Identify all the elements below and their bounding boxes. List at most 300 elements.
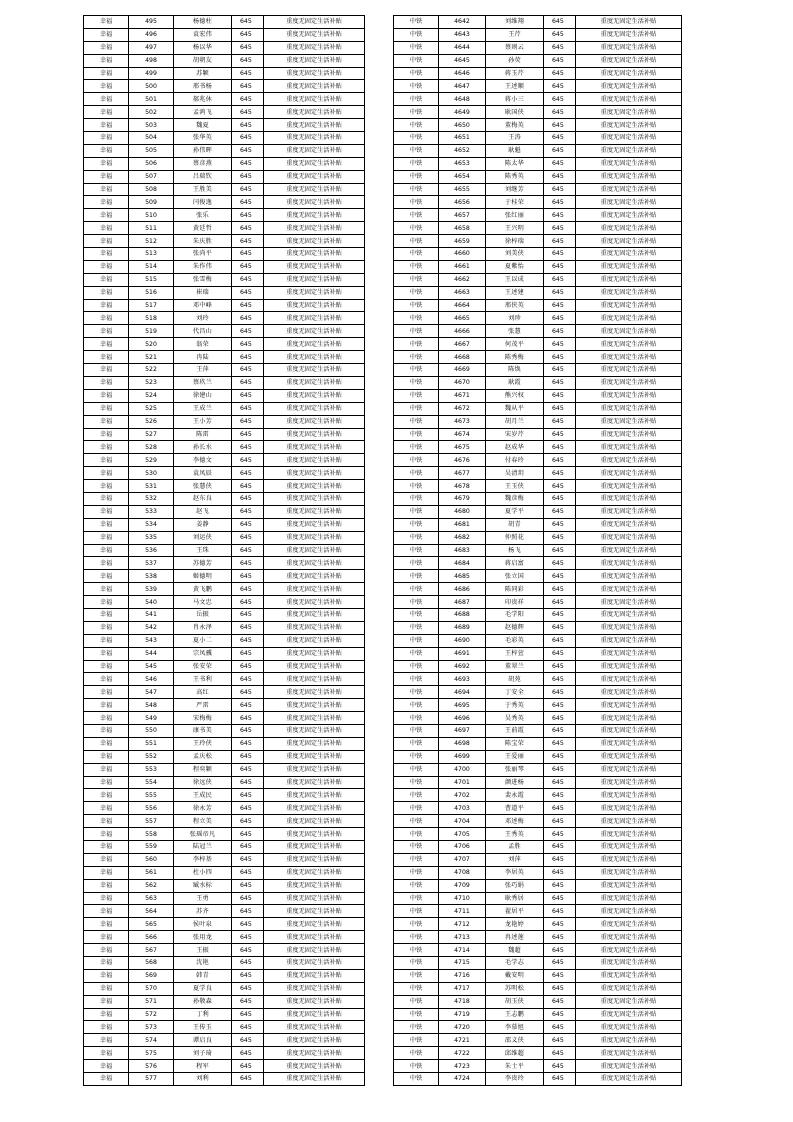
serial-number-cell: 4685 (439, 570, 486, 583)
town-cell: 中铁 (394, 312, 439, 325)
name-cell: 王述建 (486, 286, 544, 299)
town-cell: 幸福 (84, 170, 129, 183)
table-row (394, 16, 682, 29)
name-cell: 岳振 (174, 608, 232, 621)
table-row (394, 828, 682, 841)
amount-cell: 645 (232, 815, 264, 828)
town-cell: 中铁 (394, 621, 439, 634)
table-row (394, 144, 682, 157)
subsidy-type-cell: 重度无固定生活补贴 (576, 518, 682, 531)
amount-cell: 645 (544, 209, 576, 222)
amount-cell: 645 (544, 866, 576, 879)
amount-cell: 645 (544, 815, 576, 828)
serial-number-cell: 4642 (439, 16, 486, 29)
name-cell: 蔡彦燕 (174, 157, 232, 170)
subsidy-type-cell: 重度无固定生活补贴 (576, 879, 682, 892)
amount-cell: 645 (544, 119, 576, 132)
town-cell: 中铁 (394, 557, 439, 570)
table-body-left (84, 16, 365, 1086)
town-cell: 幸福 (84, 879, 129, 892)
serial-number-cell: 554 (129, 776, 174, 789)
subsidy-type-cell: 重度无固定生活补贴 (264, 376, 365, 389)
table-row (394, 969, 682, 982)
subsidy-type-cell: 重度无固定生活补贴 (264, 596, 365, 609)
name-cell: 韩青 (174, 969, 232, 982)
serial-number-cell: 4704 (439, 815, 486, 828)
serial-number-cell: 4644 (439, 41, 486, 54)
table-row (84, 982, 365, 995)
town-cell: 幸福 (84, 454, 129, 467)
serial-number-cell: 4707 (439, 853, 486, 866)
subsidy-type-cell: 重度无固定生活补贴 (576, 376, 682, 389)
subsidy-type-cell: 重度无固定生活补贴 (576, 93, 682, 106)
amount-cell: 645 (544, 1047, 576, 1060)
table-row (84, 634, 365, 647)
amount-cell: 645 (544, 944, 576, 957)
serial-number-cell: 4705 (439, 828, 486, 841)
town-cell: 中铁 (394, 944, 439, 957)
name-cell: 王萍 (174, 364, 232, 377)
town-cell: 中铁 (394, 144, 439, 157)
subsidy-type-cell: 重度无固定生活补贴 (576, 273, 682, 286)
town-cell: 幸福 (84, 931, 129, 944)
amount-cell: 645 (544, 248, 576, 261)
serial-number-cell: 4678 (439, 480, 486, 493)
amount-cell: 645 (544, 41, 576, 54)
town-cell: 中铁 (394, 222, 439, 235)
town-cell: 中铁 (394, 686, 439, 699)
subsidy-type-cell: 重度无固定生活补贴 (576, 106, 682, 119)
serial-number-cell: 556 (129, 802, 174, 815)
town-cell: 中铁 (394, 286, 439, 299)
table-row (394, 1047, 682, 1060)
subsidy-type-cell: 重度无固定生活补贴 (264, 183, 365, 196)
name-cell: 王珠 (174, 544, 232, 557)
subsidy-type-cell: 重度无固定生活补贴 (576, 16, 682, 29)
serial-number-cell: 568 (129, 957, 174, 970)
amount-cell: 645 (232, 673, 264, 686)
amount-cell: 645 (232, 364, 264, 377)
table-row (394, 157, 682, 170)
amount-cell: 645 (232, 531, 264, 544)
amount-cell: 645 (544, 299, 576, 312)
serial-number-cell: 4703 (439, 802, 486, 815)
amount-cell: 645 (232, 660, 264, 673)
subsidy-type-cell: 重度无固定生活补贴 (264, 454, 365, 467)
town-cell: 中铁 (394, 467, 439, 480)
subsidy-type-cell: 重度无固定生活补贴 (576, 621, 682, 634)
town-cell: 幸福 (84, 634, 129, 647)
name-cell: 张瑶帝凡 (174, 828, 232, 841)
serial-number-cell: 517 (129, 299, 174, 312)
subsidy-type-cell: 重度无固定生活补贴 (576, 995, 682, 1008)
table-row (84, 389, 365, 402)
serial-number-cell: 4724 (439, 1073, 486, 1086)
table-row (84, 531, 365, 544)
table-row (84, 260, 365, 273)
subsidy-type-cell: 重度无固定生活补贴 (264, 132, 365, 145)
town-cell: 中铁 (394, 402, 439, 415)
serial-number-cell: 4700 (439, 763, 486, 776)
subsidy-type-cell: 重度无固定生活补贴 (576, 853, 682, 866)
serial-number-cell: 4696 (439, 712, 486, 725)
town-cell: 幸福 (84, 41, 129, 54)
serial-number-cell: 4715 (439, 957, 486, 970)
town-cell: 中铁 (394, 480, 439, 493)
serial-number-cell: 4647 (439, 80, 486, 93)
town-cell: 幸福 (84, 93, 129, 106)
town-cell: 中铁 (394, 518, 439, 531)
name-cell: 程奕颖 (174, 763, 232, 776)
serial-number-cell: 4651 (439, 132, 486, 145)
name-cell: 张雪梅 (174, 273, 232, 286)
town-cell: 中铁 (394, 583, 439, 596)
subsidy-type-cell: 重度无固定生活补贴 (576, 119, 682, 132)
amount-cell: 645 (544, 724, 576, 737)
town-cell: 幸福 (84, 157, 129, 170)
table-row (84, 673, 365, 686)
name-cell: 胡青 (486, 518, 544, 531)
serial-number-cell: 511 (129, 222, 174, 235)
amount-cell: 645 (544, 467, 576, 480)
table-row (394, 544, 682, 557)
town-cell: 幸福 (84, 415, 129, 428)
town-cell: 中铁 (394, 325, 439, 338)
name-cell: 王小芳 (174, 415, 232, 428)
amount-cell: 645 (232, 325, 264, 338)
subsidy-type-cell: 重度无固定生活补贴 (264, 428, 365, 441)
serial-number-cell: 4686 (439, 583, 486, 596)
serial-number-cell: 539 (129, 583, 174, 596)
town-cell: 幸福 (84, 235, 129, 248)
amount-cell: 645 (544, 1008, 576, 1021)
name-cell: 王传玉 (174, 1021, 232, 1034)
serial-number-cell: 545 (129, 660, 174, 673)
table-row (394, 402, 682, 415)
amount-cell: 645 (544, 28, 576, 41)
serial-number-cell: 4662 (439, 273, 486, 286)
serial-number-cell: 4694 (439, 686, 486, 699)
subsidy-type-cell: 重度无固定生活补贴 (576, 28, 682, 41)
table-row (394, 647, 682, 660)
subsidy-type-cell: 重度无固定生活补贴 (576, 505, 682, 518)
town-cell: 幸福 (84, 209, 129, 222)
name-cell: 高红 (174, 686, 232, 699)
subsidy-type-cell: 重度无固定生活补贴 (264, 944, 365, 957)
name-cell: 王涛 (486, 132, 544, 145)
table-row (394, 248, 682, 261)
town-cell: 幸福 (84, 441, 129, 454)
name-cell: 杜小四 (174, 866, 232, 879)
amount-cell: 645 (232, 54, 264, 67)
name-cell: 戴安明 (486, 969, 544, 982)
subsidy-type-cell: 重度无固定生活补贴 (264, 260, 365, 273)
table-row (84, 273, 365, 286)
town-cell: 幸福 (84, 789, 129, 802)
amount-cell: 645 (232, 467, 264, 480)
town-cell: 中铁 (394, 196, 439, 209)
town-cell: 中铁 (394, 389, 439, 402)
amount-cell: 645 (232, 28, 264, 41)
town-cell: 中铁 (394, 802, 439, 815)
table-row (394, 454, 682, 467)
amount-cell: 645 (232, 492, 264, 505)
table-row (394, 260, 682, 273)
amount-cell: 645 (232, 260, 264, 273)
subsidy-type-cell: 重度无固定生活补贴 (576, 54, 682, 67)
serial-number-cell: 560 (129, 853, 174, 866)
table-row (84, 1034, 365, 1047)
subsidy-type-cell: 重度无固定生活补贴 (264, 119, 365, 132)
name-cell: 何茂平 (486, 338, 544, 351)
name-cell: 蒋小三 (486, 93, 544, 106)
name-cell: 陈秀英 (486, 170, 544, 183)
name-cell: 于秀英 (486, 699, 544, 712)
amount-cell: 645 (544, 1060, 576, 1073)
amount-cell: 645 (232, 596, 264, 609)
name-cell: 孙伟晖 (174, 144, 232, 157)
serial-number-cell: 544 (129, 647, 174, 660)
table-row (84, 248, 365, 261)
subsidy-type-cell: 重度无固定生活补贴 (264, 583, 365, 596)
name-cell: 臧水标 (174, 879, 232, 892)
table-row (394, 892, 682, 905)
subsidy-type-cell: 重度无固定生活补贴 (264, 892, 365, 905)
serial-number-cell: 4679 (439, 492, 486, 505)
name-cell: 刘萍 (486, 853, 544, 866)
serial-number-cell: 4689 (439, 621, 486, 634)
name-cell: 张尚平 (174, 248, 232, 261)
town-cell: 中铁 (394, 1034, 439, 1047)
town-cell: 幸福 (84, 364, 129, 377)
town-cell: 中铁 (394, 376, 439, 389)
town-cell: 中铁 (394, 248, 439, 261)
serial-number-cell: 4645 (439, 54, 486, 67)
table-row (84, 763, 365, 776)
town-cell: 幸福 (84, 724, 129, 737)
name-cell: 徐梓瑞 (486, 235, 544, 248)
table-row (84, 351, 365, 364)
serial-number-cell: 564 (129, 905, 174, 918)
subsidy-type-cell: 重度无固定生活补贴 (576, 1008, 682, 1021)
table-row (394, 338, 682, 351)
subsidy-type-cell: 重度无固定生活补贴 (264, 544, 365, 557)
amount-cell: 645 (232, 67, 264, 80)
serial-number-cell: 528 (129, 441, 174, 454)
table-row (394, 673, 682, 686)
table-row (394, 119, 682, 132)
town-cell: 幸福 (84, 712, 129, 725)
town-cell: 幸福 (84, 492, 129, 505)
table-row (84, 467, 365, 480)
subsidy-type-cell: 重度无固定生活补贴 (576, 157, 682, 170)
town-cell: 中铁 (394, 866, 439, 879)
town-cell: 中铁 (394, 428, 439, 441)
name-cell: 张乐 (174, 209, 232, 222)
town-cell: 中铁 (394, 789, 439, 802)
table-row (394, 776, 682, 789)
subsidy-type-cell: 重度无固定生活补贴 (264, 480, 365, 493)
serial-number-cell: 505 (129, 144, 174, 157)
table-row (84, 944, 365, 957)
table-row (84, 621, 365, 634)
town-cell: 中铁 (394, 132, 439, 145)
amount-cell: 645 (544, 1034, 576, 1047)
table-row (84, 235, 365, 248)
town-cell: 幸福 (84, 338, 129, 351)
table-row (84, 879, 365, 892)
serial-number-cell: 4697 (439, 724, 486, 737)
subsidy-type-cell: 重度无固定生活补贴 (264, 789, 365, 802)
town-cell: 中铁 (394, 570, 439, 583)
table-row (394, 931, 682, 944)
amount-cell: 645 (232, 415, 264, 428)
subsidy-type-cell: 重度无固定生活补贴 (264, 389, 365, 402)
amount-cell: 645 (544, 918, 576, 931)
amount-cell: 645 (232, 222, 264, 235)
town-cell: 中铁 (394, 905, 439, 918)
subsidy-type-cell: 重度无固定生活补贴 (264, 299, 365, 312)
town-cell: 中铁 (394, 918, 439, 931)
table-row (84, 686, 365, 699)
subsidy-type-cell: 重度无固定生活补贴 (264, 712, 365, 725)
name-cell: 孟胜 (486, 841, 544, 854)
serial-number-cell: 527 (129, 428, 174, 441)
subsidy-type-cell: 重度无固定生活补贴 (576, 699, 682, 712)
serial-number-cell: 495 (129, 16, 174, 29)
town-cell: 幸福 (84, 467, 129, 480)
serial-number-cell: 562 (129, 879, 174, 892)
town-cell: 幸福 (84, 480, 129, 493)
serial-number-cell: 512 (129, 235, 174, 248)
town-cell: 中铁 (394, 1021, 439, 1034)
serial-number-cell: 4680 (439, 505, 486, 518)
table-row (84, 1047, 365, 1060)
table-row (394, 209, 682, 222)
serial-number-cell: 566 (129, 931, 174, 944)
serial-number-cell: 4671 (439, 389, 486, 402)
name-cell: 程军 (174, 1060, 232, 1073)
serial-number-cell: 501 (129, 93, 174, 106)
table-row (84, 1021, 365, 1034)
town-cell: 幸福 (84, 248, 129, 261)
name-cell: 张慧侠 (174, 480, 232, 493)
amount-cell: 645 (544, 402, 576, 415)
serial-number-cell: 4717 (439, 982, 486, 995)
name-cell: 刘美侠 (486, 248, 544, 261)
town-cell: 幸福 (84, 621, 129, 634)
name-cell: 康书美 (174, 724, 232, 737)
amount-cell: 645 (232, 299, 264, 312)
amount-cell: 645 (232, 93, 264, 106)
amount-cell: 645 (232, 544, 264, 557)
serial-number-cell: 523 (129, 376, 174, 389)
table-row (394, 686, 682, 699)
name-cell: 陈太华 (486, 157, 544, 170)
amount-cell: 645 (544, 67, 576, 80)
amount-cell: 645 (232, 196, 264, 209)
table-row (394, 570, 682, 583)
town-cell: 幸福 (84, 557, 129, 570)
town-cell: 幸福 (84, 944, 129, 957)
serial-number-cell: 4699 (439, 750, 486, 763)
town-cell: 幸福 (84, 957, 129, 970)
town-cell: 中铁 (394, 931, 439, 944)
serial-number-cell: 4682 (439, 531, 486, 544)
amount-cell: 645 (232, 583, 264, 596)
amount-cell: 645 (232, 273, 264, 286)
subsidy-type-cell: 重度无固定生活补贴 (576, 415, 682, 428)
subsidy-type-cell: 重度无固定生活补贴 (576, 712, 682, 725)
serial-number-cell: 498 (129, 54, 174, 67)
serial-number-cell: 4643 (439, 28, 486, 41)
town-cell: 中铁 (394, 853, 439, 866)
amount-cell: 645 (232, 724, 264, 737)
subsidy-type-cell: 重度无固定生活补贴 (576, 312, 682, 325)
town-cell: 中铁 (394, 596, 439, 609)
town-cell: 幸福 (84, 16, 129, 29)
subsidy-type-cell: 重度无固定生活补贴 (576, 492, 682, 505)
serial-number-cell: 508 (129, 183, 174, 196)
amount-cell: 645 (232, 995, 264, 1008)
name-cell: 王振 (174, 944, 232, 957)
amount-cell: 645 (544, 892, 576, 905)
town-cell: 中铁 (394, 531, 439, 544)
subsidy-type-cell: 重度无固定生活补贴 (576, 750, 682, 763)
name-cell: 邵义侠 (486, 1034, 544, 1047)
amount-cell: 645 (544, 853, 576, 866)
amount-cell: 645 (544, 480, 576, 493)
amount-cell: 645 (544, 1021, 576, 1034)
amount-cell: 645 (232, 712, 264, 725)
table-row (84, 67, 365, 80)
amount-cell: 645 (544, 776, 576, 789)
serial-number-cell: 4695 (439, 699, 486, 712)
name-cell: 陈秀梅 (486, 351, 544, 364)
amount-cell: 645 (232, 170, 264, 183)
amount-cell: 645 (232, 866, 264, 879)
serial-number-cell: 4713 (439, 931, 486, 944)
town-cell: 幸福 (84, 54, 129, 67)
table-row (394, 1008, 682, 1021)
name-cell: 胡月兰 (486, 415, 544, 428)
town-cell: 中铁 (394, 41, 439, 54)
subsidy-type-cell: 重度无固定生活补贴 (576, 802, 682, 815)
serial-number-cell: 502 (129, 106, 174, 119)
serial-number-cell: 524 (129, 389, 174, 402)
subsidy-type-cell: 重度无固定生活补贴 (576, 647, 682, 660)
serial-number-cell: 510 (129, 209, 174, 222)
name-cell: 魏夏 (174, 119, 232, 132)
table-row (84, 866, 365, 879)
name-cell: 陈焕 (486, 364, 544, 377)
town-cell: 幸福 (84, 80, 129, 93)
subsidy-type-cell: 重度无固定生活补贴 (576, 364, 682, 377)
amount-cell: 645 (232, 879, 264, 892)
table-row (394, 1034, 682, 1047)
amount-cell: 645 (232, 376, 264, 389)
name-cell: 魏从平 (486, 402, 544, 415)
subsidy-type-cell: 重度无固定生活补贴 (576, 866, 682, 879)
town-cell: 中铁 (394, 67, 439, 80)
serial-number-cell: 504 (129, 132, 174, 145)
table-row (84, 209, 365, 222)
name-cell: 王勇 (174, 892, 232, 905)
serial-number-cell: 4668 (439, 351, 486, 364)
serial-number-cell: 4661 (439, 260, 486, 273)
table-row (394, 286, 682, 299)
amount-cell: 645 (232, 969, 264, 982)
